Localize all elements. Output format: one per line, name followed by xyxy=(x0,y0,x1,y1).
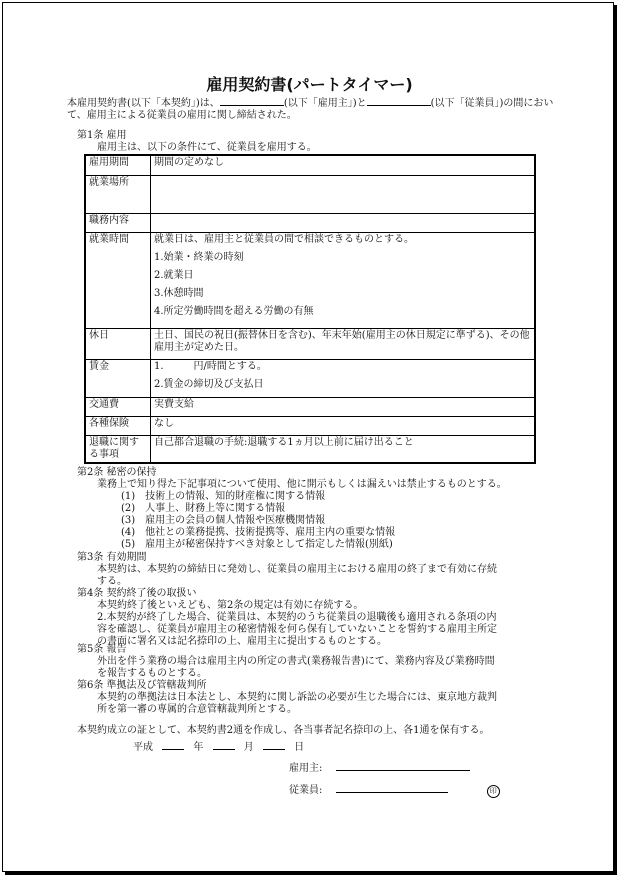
article4-item-2a: 2.本契約が終了した場合、従業員は、本契約のうち従業員の退職後も適用される条項の内 xyxy=(97,612,497,623)
employee-label: 従業員: xyxy=(289,785,323,796)
term-line: 就業日は、雇用主と従業員の間で相談できるものとする。 xyxy=(154,233,414,245)
article3-text-2: する。 xyxy=(97,576,127,587)
term-label: 交通費 xyxy=(85,397,151,416)
intro-paragraph xyxy=(67,96,557,122)
employer-name-blank xyxy=(220,96,284,106)
table-row xyxy=(85,175,535,213)
date-era: 平成 xyxy=(133,742,153,753)
employer-signature-line xyxy=(289,760,470,775)
term-line: 1.始業・終業の時刻 xyxy=(154,251,244,263)
term-value xyxy=(151,359,536,397)
table-row xyxy=(85,232,535,328)
list-item: (2) 人事上、財務上等に関する情報 xyxy=(121,503,286,514)
article1-text: 雇用主は、以下の条件にて、従業員を雇用する。 xyxy=(97,142,317,153)
list-item: (5) 雇用主が秘密保持すべき対象として指定した情報(別紙) xyxy=(121,539,393,550)
article4-item-2c: の書面に署名又は記名捺印の上、雇用主に提出するものとする。 xyxy=(97,636,387,647)
article6-text-2: 所を第一審の専属的合意管轄裁判所とする。 xyxy=(97,704,297,715)
term-line: 4.所定労働時間を超える労働の有無 xyxy=(154,305,314,317)
term-line: 1. 円/時間とする。 xyxy=(154,360,267,372)
table-row xyxy=(85,397,535,416)
employee-name-blank xyxy=(367,96,431,106)
table-row xyxy=(85,359,535,397)
seal-mark: 印 xyxy=(487,785,500,798)
table-row xyxy=(85,155,535,175)
article1-heading: 第1条 雇用 xyxy=(77,130,127,141)
table-row xyxy=(85,435,535,463)
term-label: 退職に関する事項 xyxy=(85,435,151,463)
article5-text-2: を報告するものとする。 xyxy=(97,668,207,679)
term-value xyxy=(151,213,536,232)
article4-item-1: 本契約終了後といえども、第2条の規定は有効に存続する。 xyxy=(97,600,364,611)
term-value: なし xyxy=(151,416,536,435)
term-value: 期間の定めなし xyxy=(151,155,536,175)
article3-text-1: 本契約は、本契約の締結日に発効し、従業員の雇用主における雇用の終了まで有効に存続 xyxy=(97,564,497,575)
article2-text: 業務上で知り得た下記事項について使用、他に開示もしくは漏えいは禁止するものとする。 xyxy=(97,479,507,490)
document-title: 雇用契約書(パートタイマー) xyxy=(206,75,413,94)
article4-item-2b: 容を確認し、従業員が雇用主の秘密情報を何ら保有していないことを誓約する雇用主所定 xyxy=(97,624,497,635)
article5-text-1: 外出を伴う業務の場合は雇用主内の所定の書式(業務報告書)にて、業務内容及び業務時間 xyxy=(97,656,495,667)
table-row xyxy=(85,416,535,435)
table-row xyxy=(85,213,535,232)
list-item: (4) 他社との業務提携、技術提携等、雇用主内の重要な情報 xyxy=(121,527,396,538)
year-blank xyxy=(162,739,184,750)
term-line: 2.就業日 xyxy=(154,269,194,281)
date-day: 日 xyxy=(294,742,305,753)
term-label: 雇用期間 xyxy=(85,155,151,175)
signing-date xyxy=(133,739,304,754)
employer-label: 雇用主: xyxy=(289,763,323,774)
employee-signature-blank xyxy=(336,782,448,793)
list-item: (3) 雇用主の会員の個人情報や医療機関情報 xyxy=(121,515,326,526)
table-row xyxy=(85,328,535,359)
date-year: 年 xyxy=(193,742,204,753)
term-label: 休日 xyxy=(85,328,151,359)
article4-heading: 第4条 契約終了後の取扱い xyxy=(77,588,197,599)
article3-heading: 第3条 有効期間 xyxy=(77,552,147,563)
term-label: 職務内容 xyxy=(85,213,151,232)
term-value: 自己都合退職の手続:退職する1ヵ月以上前に届け出ること xyxy=(151,435,536,463)
term-line: 2.賃金の締切及び支払日 xyxy=(154,378,264,390)
date-month: 月 xyxy=(243,742,254,753)
intro-text-1: 本雇用契約書(以下「本契約」)は、 xyxy=(67,98,220,109)
term-label: 就業場所 xyxy=(85,175,151,213)
intro-text-3: (以下「従業員」)の間において、雇用主による従業員の雇用に関し締結された。 xyxy=(67,98,554,121)
term-value: 土日、国民の祝日(振替休日を含む)、年末年始(雇用主の休日規定に準ずる)、その他雇用主が定めた日。 xyxy=(151,328,536,359)
term-value xyxy=(151,175,536,213)
term-value xyxy=(151,232,536,328)
day-blank xyxy=(263,739,285,750)
article6-heading: 第6条 準拠法及び管轄裁判所 xyxy=(77,680,207,691)
list-item: (1) 技術上の情報、知的財産権に関する情報 xyxy=(121,491,326,502)
article5-heading: 第5条 報告 xyxy=(77,644,127,655)
term-label: 賃金 xyxy=(85,359,151,397)
article6-text-1: 本契約の準拠法は日本法とし、本契約に関し訴訟の必要が生じた場合には、東京地方裁判 xyxy=(97,692,497,703)
article2-heading: 第2条 秘密の保持 xyxy=(77,467,157,478)
intro-text-2: (以下「雇用主」)と xyxy=(283,98,367,109)
employer-signature-blank xyxy=(336,760,470,771)
term-value: 実費支給 xyxy=(151,397,536,416)
employment-terms-table xyxy=(84,154,536,464)
term-label: 就業時間 xyxy=(85,232,151,328)
term-label: 各種保険 xyxy=(85,416,151,435)
month-blank xyxy=(213,739,235,750)
term-line: 3.休憩時間 xyxy=(154,287,204,299)
closing-statement: 本契約成立の証として、本契約書2通を作成し、各当事者記名捺印の上、各1通を保有する。 xyxy=(77,725,490,736)
employee-signature-line xyxy=(289,782,500,798)
